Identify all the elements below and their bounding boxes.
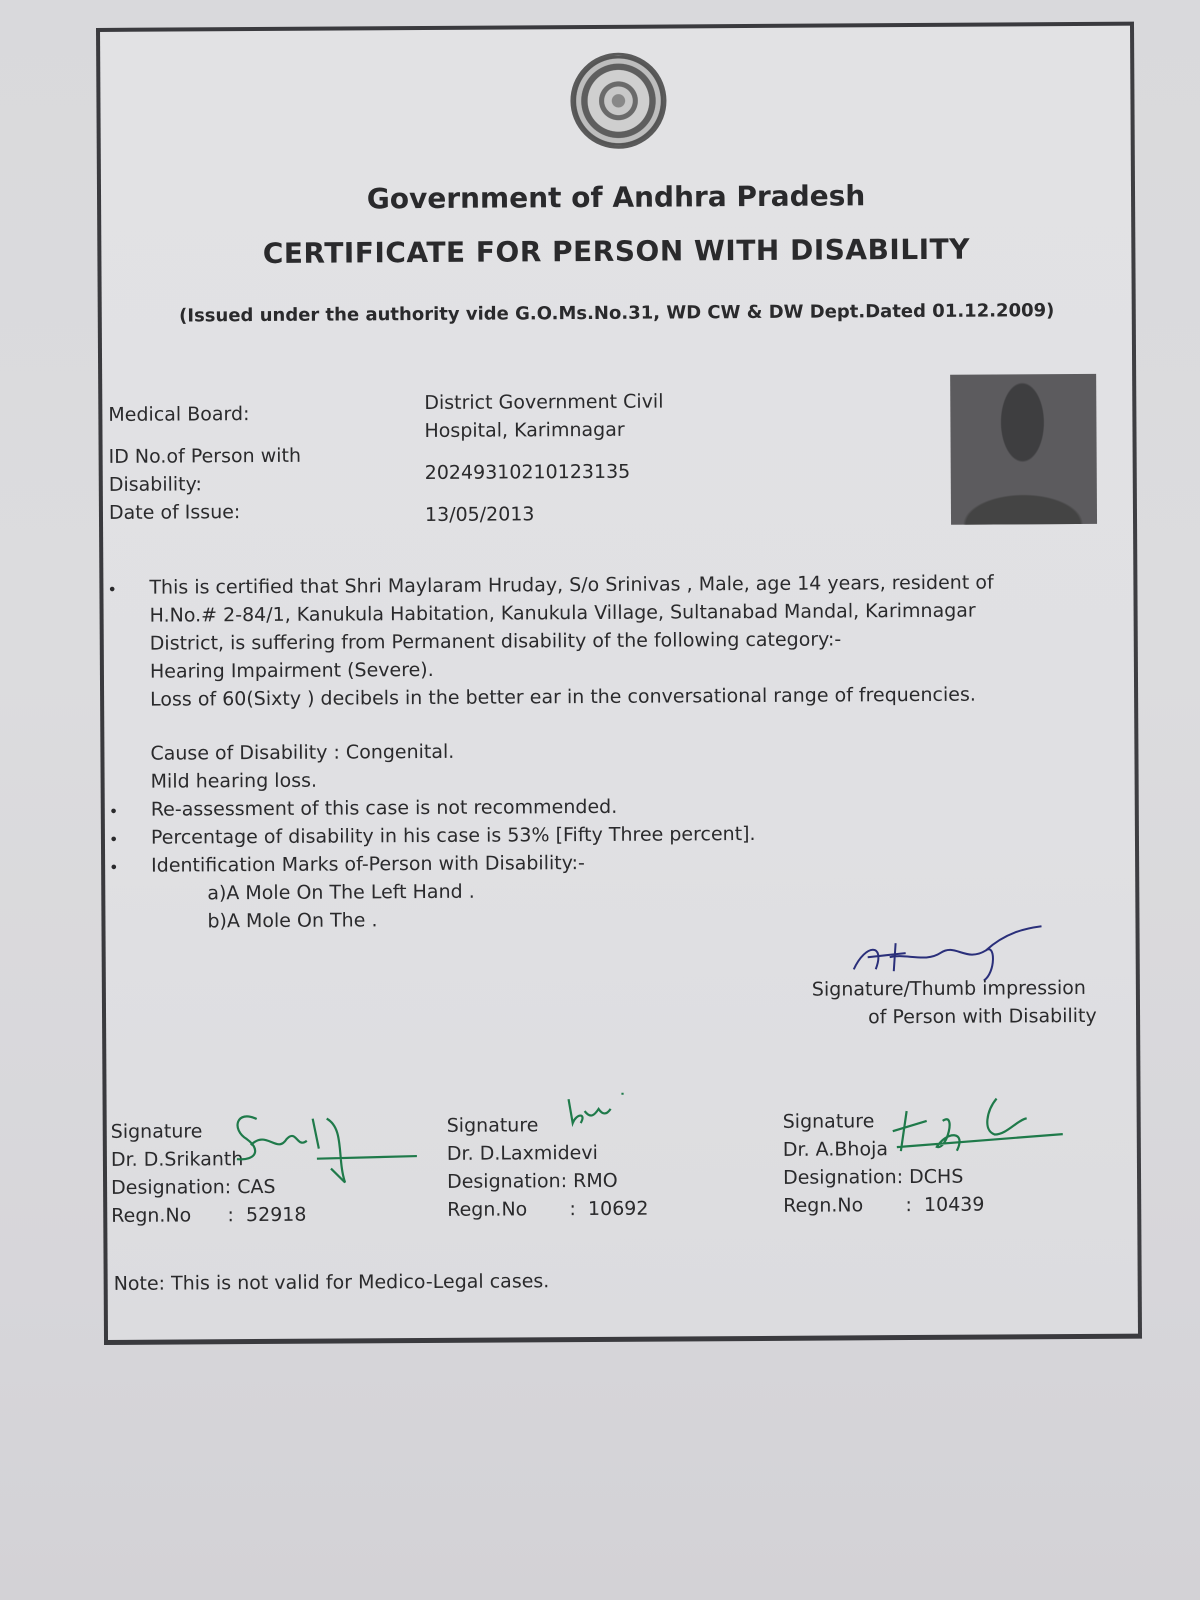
signatory-regn: Regn.No : 52918: [111, 1203, 307, 1227]
signatory-2-scribble-icon: [562, 1089, 632, 1129]
identification-marks-heading: Identification Marks of-Person with Disability:-: [151, 852, 585, 877]
certificate-title: CERTIFICATE FOR PERSON WITH DISABILITY: [262, 232, 971, 270]
signatory-regn: Regn.No : 10439: [783, 1193, 985, 1217]
id-label-line1: ID No.of Person with: [108, 444, 302, 468]
reassessment-note: Re-assessment of this case is not recommended.: [150, 795, 618, 821]
identification-mark-b: b)A Mole On The .: [207, 909, 378, 933]
date-of-issue-label: Date of Issue:: [108, 501, 241, 524]
cause-of-disability: Cause of Disability : Congenital.: [150, 740, 455, 765]
signatory-name: Dr. A.Bhoja: [782, 1138, 889, 1161]
certification-line-3: District, is suffering from Permanent disability of the following category:-: [149, 628, 842, 655]
signatory-1-scribble-icon: [227, 1098, 428, 1189]
bullet-icon: •: [108, 829, 119, 849]
person-signature-label-line2: of Person with Disability: [867, 1004, 1097, 1029]
signatory-name: Dr. D.Srikanth: [110, 1148, 244, 1171]
medico-legal-note: Note: This is not valid for Medico-Legal cases.: [113, 1270, 550, 1295]
signatory-designation: Designation: DCHS: [782, 1165, 964, 1189]
medical-board-value-line1: District Government Civil: [424, 390, 664, 415]
identification-mark-a: a)A Mole On The Left Hand .: [207, 880, 475, 905]
applicant-photo: [950, 374, 1097, 525]
certification-line-2: H.No.# 2-84/1, Kanukula Habitation, Kanukula Village, Sultanabad Mandal, Karimnagar: [149, 599, 976, 627]
government-seal-icon: [570, 53, 667, 150]
certificate-frame: [96, 22, 1142, 1345]
signature-label: Signature: [782, 1110, 875, 1133]
signature-label: Signature: [446, 1114, 539, 1137]
signatory-designation: Designation: RMO: [446, 1169, 618, 1193]
signatory-regn: Regn.No : 10692: [447, 1197, 649, 1221]
id-label-line2: Disability:: [108, 473, 202, 496]
signatory-name: Dr. D.Laxmidevi: [446, 1141, 598, 1165]
disability-percentage: Percentage of disability in his case is 53% [Fifty Three percent].: [150, 822, 756, 849]
bullet-icon: •: [108, 801, 119, 821]
authority-line: (Issued under the authority vide G.O.Ms.No.31, WD CW & DW Dept.Dated 01.12.2009): [179, 300, 1055, 327]
mild-hearing-loss: Mild hearing loss.: [150, 769, 318, 793]
bullet-icon: •: [109, 857, 119, 877]
signatory-designation: Designation: CAS: [111, 1175, 276, 1199]
id-value: 20249310210123135: [424, 460, 631, 485]
certification-line-1: This is certified that Shri Maylaram Hruday, S/o Srinivas , Male, age 14 years, resident of: [149, 571, 994, 599]
person-signature-label-line1: Signature/Thumb impression: [811, 976, 1086, 1001]
signatory-3-scribble-icon: [887, 1090, 1067, 1171]
hearing-loss-detail: Loss of 60(Sixty ) decibels in the better ear in the conversational range of frequencies.: [150, 683, 976, 711]
government-heading: Government of Andhra Pradesh: [366, 179, 866, 216]
disability-category: Hearing Impairment (Severe).: [149, 658, 434, 683]
signature-label: Signature: [110, 1120, 203, 1143]
date-of-issue-value: 13/05/2013: [424, 503, 535, 526]
bullet-icon: •: [107, 579, 117, 599]
medical-board-value-line2: Hospital, Karimnagar: [424, 418, 625, 443]
medical-board-label: Medical Board:: [108, 403, 250, 426]
